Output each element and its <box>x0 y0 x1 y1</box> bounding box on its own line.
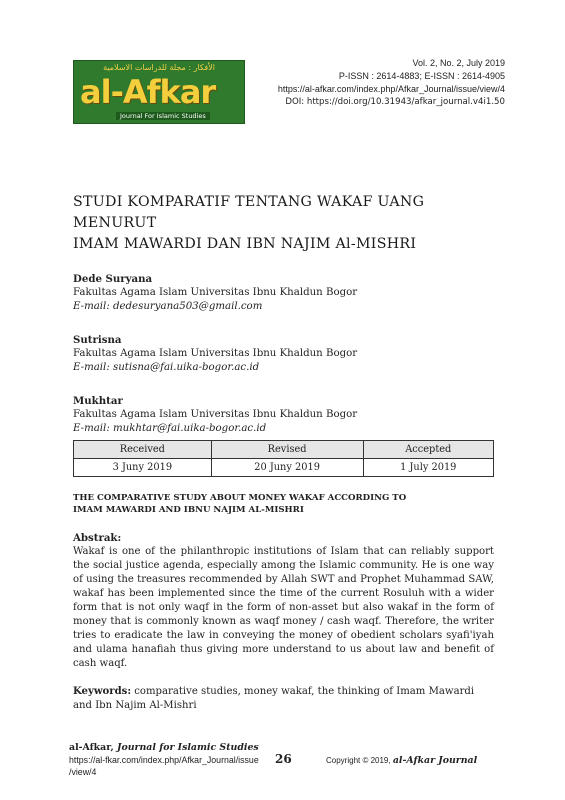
author-email[interactable]: E-mail: mukhtar@fai.uika-bogor.ac.id <box>73 423 267 434</box>
abstract-section <box>73 531 494 671</box>
article-title-line-1: STUDI KOMPARATIF TENTANG WAKAF UANG MENURUT <box>73 194 425 231</box>
received-header: Received <box>74 441 212 459</box>
issn-info: P-ISSN : 2614-4883; E-ISSN : 2614-4905 <box>338 71 505 81</box>
footer-journal-name: al-Afkar, <box>69 742 114 753</box>
accepted-date: 1 July 2019 <box>363 459 493 477</box>
revised-header: Revised <box>211 441 363 459</box>
journal-url[interactable]: https://al-afkar.com/index.php/Afkar_Journal/issue/view/4 <box>277 84 505 94</box>
abstract-label: Abstrak: <box>73 532 122 544</box>
page-number: 26 <box>275 752 292 766</box>
article-title <box>73 192 493 255</box>
dates-value-row <box>74 459 494 477</box>
journal-logo <box>73 60 245 124</box>
author-affiliation: Fakultas Agama Islam Universitas Ibnu Khaldun Bogor <box>73 409 358 420</box>
footer-url-line-2[interactable]: /view/4 <box>69 767 97 777</box>
logo-subtitle: Journal For Islamic Studies <box>116 112 210 120</box>
journal-meta <box>278 57 505 109</box>
footer-journal-info <box>69 742 269 778</box>
keywords-section <box>73 685 494 713</box>
copyright-journal: al-Afkar Journal <box>392 755 478 766</box>
author-list <box>73 272 493 455</box>
author-affiliation: Fakultas Agama Islam Universitas Ibnu Khaldun Bogor <box>73 348 358 359</box>
footer-journal-title <box>69 742 269 754</box>
author-name: Mukhtar <box>73 395 123 407</box>
copyright-text: Copyright © 2019, <box>326 756 393 765</box>
english-title-line-2: IMAM MAWARDI AND IBNU NAJIM AL-MISHRI <box>73 505 304 515</box>
keywords-text: comparative studies, money wakaf, the thinking of Imam Mawardi and Ibn Najim Al-Mishri <box>73 686 475 711</box>
logo-arabic-text: الأفكار : مجلة للدراسات الاسلامية <box>103 63 215 72</box>
revised-date: 20 Juny 2019 <box>211 459 363 477</box>
abstract-text: Wakaf is one of the philanthropic institutions of Islam that can reliably support the social justice agenda, especially among the Islamic community. He is one way of using the treasures recommended by Allah SWT and Prophet Muhammad SAW, wakaf has been implemented since the time of the current Rosuluh with a wider form that is not only waqf in the form of non-asset but also wakaf in the form of money that is commonly known as waqf money / cash waqf. Therefore, the writer tries to eradicate the law in conveying the money of obedient scholars syafi'iyah and ulama hanafiah thus giving more understand to us about law and benefit of cash waqf. <box>73 546 494 669</box>
dates-header-row <box>74 441 494 459</box>
submission-dates-table <box>73 440 494 477</box>
author-affiliation: Fakultas Agama Islam Universitas Ibnu Khaldun Bogor <box>73 287 358 298</box>
logo-name: al-Afkar <box>80 73 216 111</box>
article-title-line-2: IMAM MAWARDI DAN IBN NAJIM Al-MISHRI <box>73 236 417 252</box>
footer-copyright <box>326 755 477 766</box>
footer-url-line-1[interactable]: https://al-fkar.com/index.php/Afkar_Journal/issue <box>69 755 259 765</box>
english-title <box>73 492 493 516</box>
author-block <box>73 333 493 375</box>
author-email[interactable]: E-mail: sutisna@fai.uika-bogor.ac.id <box>73 362 260 373</box>
received-date: 3 Juny 2019 <box>74 459 212 477</box>
author-block <box>73 272 493 314</box>
doi-link[interactable]: DOI: https://doi.org/10.31943/afkar_journal.v4i1.50 <box>285 97 505 107</box>
footer-journal-subtitle: Journal for Islamic Studies <box>117 742 259 753</box>
author-name: Dede Suryana <box>73 273 153 285</box>
author-block <box>73 394 493 436</box>
author-name: Sutrisna <box>73 334 122 346</box>
author-email[interactable]: E-mail: dedesuryana503@gmail.com <box>73 301 263 312</box>
keywords-label: Keywords: <box>73 686 132 697</box>
english-title-line-1: THE COMPARATIVE STUDY ABOUT MONEY WAKAF ACCORDING TO <box>73 493 407 503</box>
accepted-header: Accepted <box>363 441 493 459</box>
volume-info: Vol. 2, No. 2, July 2019 <box>412 58 505 68</box>
